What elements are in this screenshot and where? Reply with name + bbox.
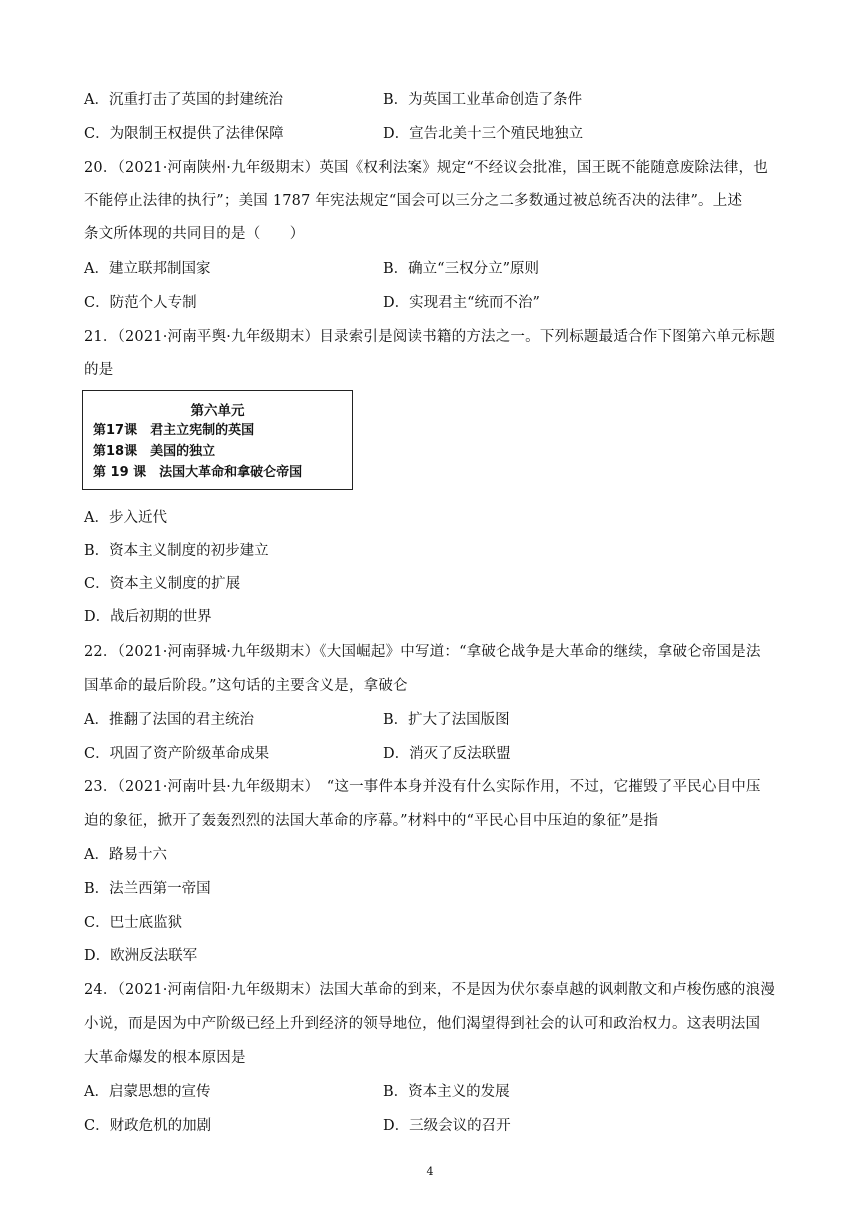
q24-stem-line-2: 小说，而是因为中产阶级已经上升到经济的领导地位，他们渴望得到社会的认可和政治权力。这表明法国 — [84, 1016, 761, 1032]
q23-stem-line-1: 23．（2021·河南叶县·九年级期末） “这一事件本身并没有什么实际作用，不过，它摧毁了平民心目中压 — [84, 779, 761, 795]
q20-option-b: B．确立“三权分立”原则 — [383, 261, 539, 277]
page-number: 4 — [426, 1165, 434, 1178]
unit-title: 第六单元 — [190, 403, 245, 419]
q22-stem-line-1: 22．（2021·河南驿城·九年级期末）《大国崛起》中写道：“拿破仑战争是大革命的继续，拿破仑帝国是法 — [84, 644, 761, 660]
q20-stem-line-1: 20．（2021·河南陕州·九年级期末）英国《权利法案》规定“不经议会批准，国王既不能随意废除法律，也 — [84, 160, 768, 176]
q20-option-d: D．实现君主“统而不治” — [383, 295, 540, 311]
q23-stem-line-2: 迫的象征，掀开了轰轰烈烈的法国大革命的序幕。”材料中的“平民心目中压迫的象征”是指 — [84, 813, 659, 829]
q19-option-c: C．为限制王权提供了法律保障 — [84, 126, 284, 142]
q22-option-b: B．扩大了法国版图 — [383, 712, 510, 728]
lesson-18: 第18课 美国的独立 — [93, 444, 216, 459]
q21-option-d: D．战后初期的世界 — [84, 609, 212, 625]
lesson-19: 第 19 课 法国大革命和拿破仑帝国 — [93, 465, 303, 480]
q24-option-d: D．三级会议的召开 — [383, 1118, 511, 1134]
q20-option-a: A．建立联邦制国家 — [84, 261, 211, 277]
q24-stem-line-3: 大革命爆发的根本原因是 — [84, 1050, 246, 1066]
lesson-17: 第17课 君主立宪制的英国 — [93, 423, 255, 438]
q20-stem-line-3: 条文所体现的共同目的是（ ） — [84, 226, 305, 242]
q23-option-d: D．欧洲反法联军 — [84, 948, 198, 964]
unit-contents-figure — [82, 390, 353, 490]
q21-stem-line-1: 21．（2021·河南平舆·九年级期末）目录索引是阅读书籍的方法之一。下列标题最适合作下图第六单元标题 — [84, 329, 776, 345]
q24-option-a: A．启蒙思想的宣传 — [84, 1084, 211, 1100]
q19-option-a: A．沉重打击了英国的封建统治 — [84, 92, 283, 108]
q21-stem-line-2: 的是 — [84, 362, 114, 378]
q22-option-a: A．推翻了法国的君主统治 — [84, 712, 254, 728]
q24-stem-line-1: 24．（2021·河南信阳·九年级期末）法国大革命的到来，不是因为伏尔泰卓越的讽刺散文和卢梭伤感的浪漫 — [84, 982, 776, 998]
q23-option-b: B．法兰西第一帝国 — [84, 881, 211, 897]
q24-option-c: C．财政危机的加剧 — [84, 1118, 212, 1134]
q24-option-b: B．资本主义的发展 — [383, 1084, 510, 1100]
q21-option-c: C．资本主义制度的扩展 — [84, 576, 241, 592]
q22-option-c: C．巩固了资产阶级革命成果 — [84, 746, 270, 762]
q21-option-b: B．资本主义制度的初步建立 — [84, 543, 269, 559]
q20-option-c: C．防范个人专制 — [84, 295, 197, 311]
q22-stem-line-2: 国革命的最后阶段。”这句话的主要含义是，拿破仑 — [84, 678, 408, 694]
q23-option-a: A．路易十六 — [84, 847, 167, 863]
q19-option-d: D．宣告北美十三个殖民地独立 — [383, 126, 584, 142]
q23-option-c: C．巴士底监狱 — [84, 915, 183, 931]
q22-option-d: D．消灭了反法联盟 — [383, 746, 511, 762]
q20-stem-line-2: 不能停止法律的执行”；美国 1787 年宪法规定“国会可以三分之二多数通过被总统否决的法律”。上述 — [84, 193, 743, 209]
q21-option-a: A．步入近代 — [84, 510, 167, 526]
q19-option-b: B．为英国工业革命创造了条件 — [383, 92, 583, 108]
